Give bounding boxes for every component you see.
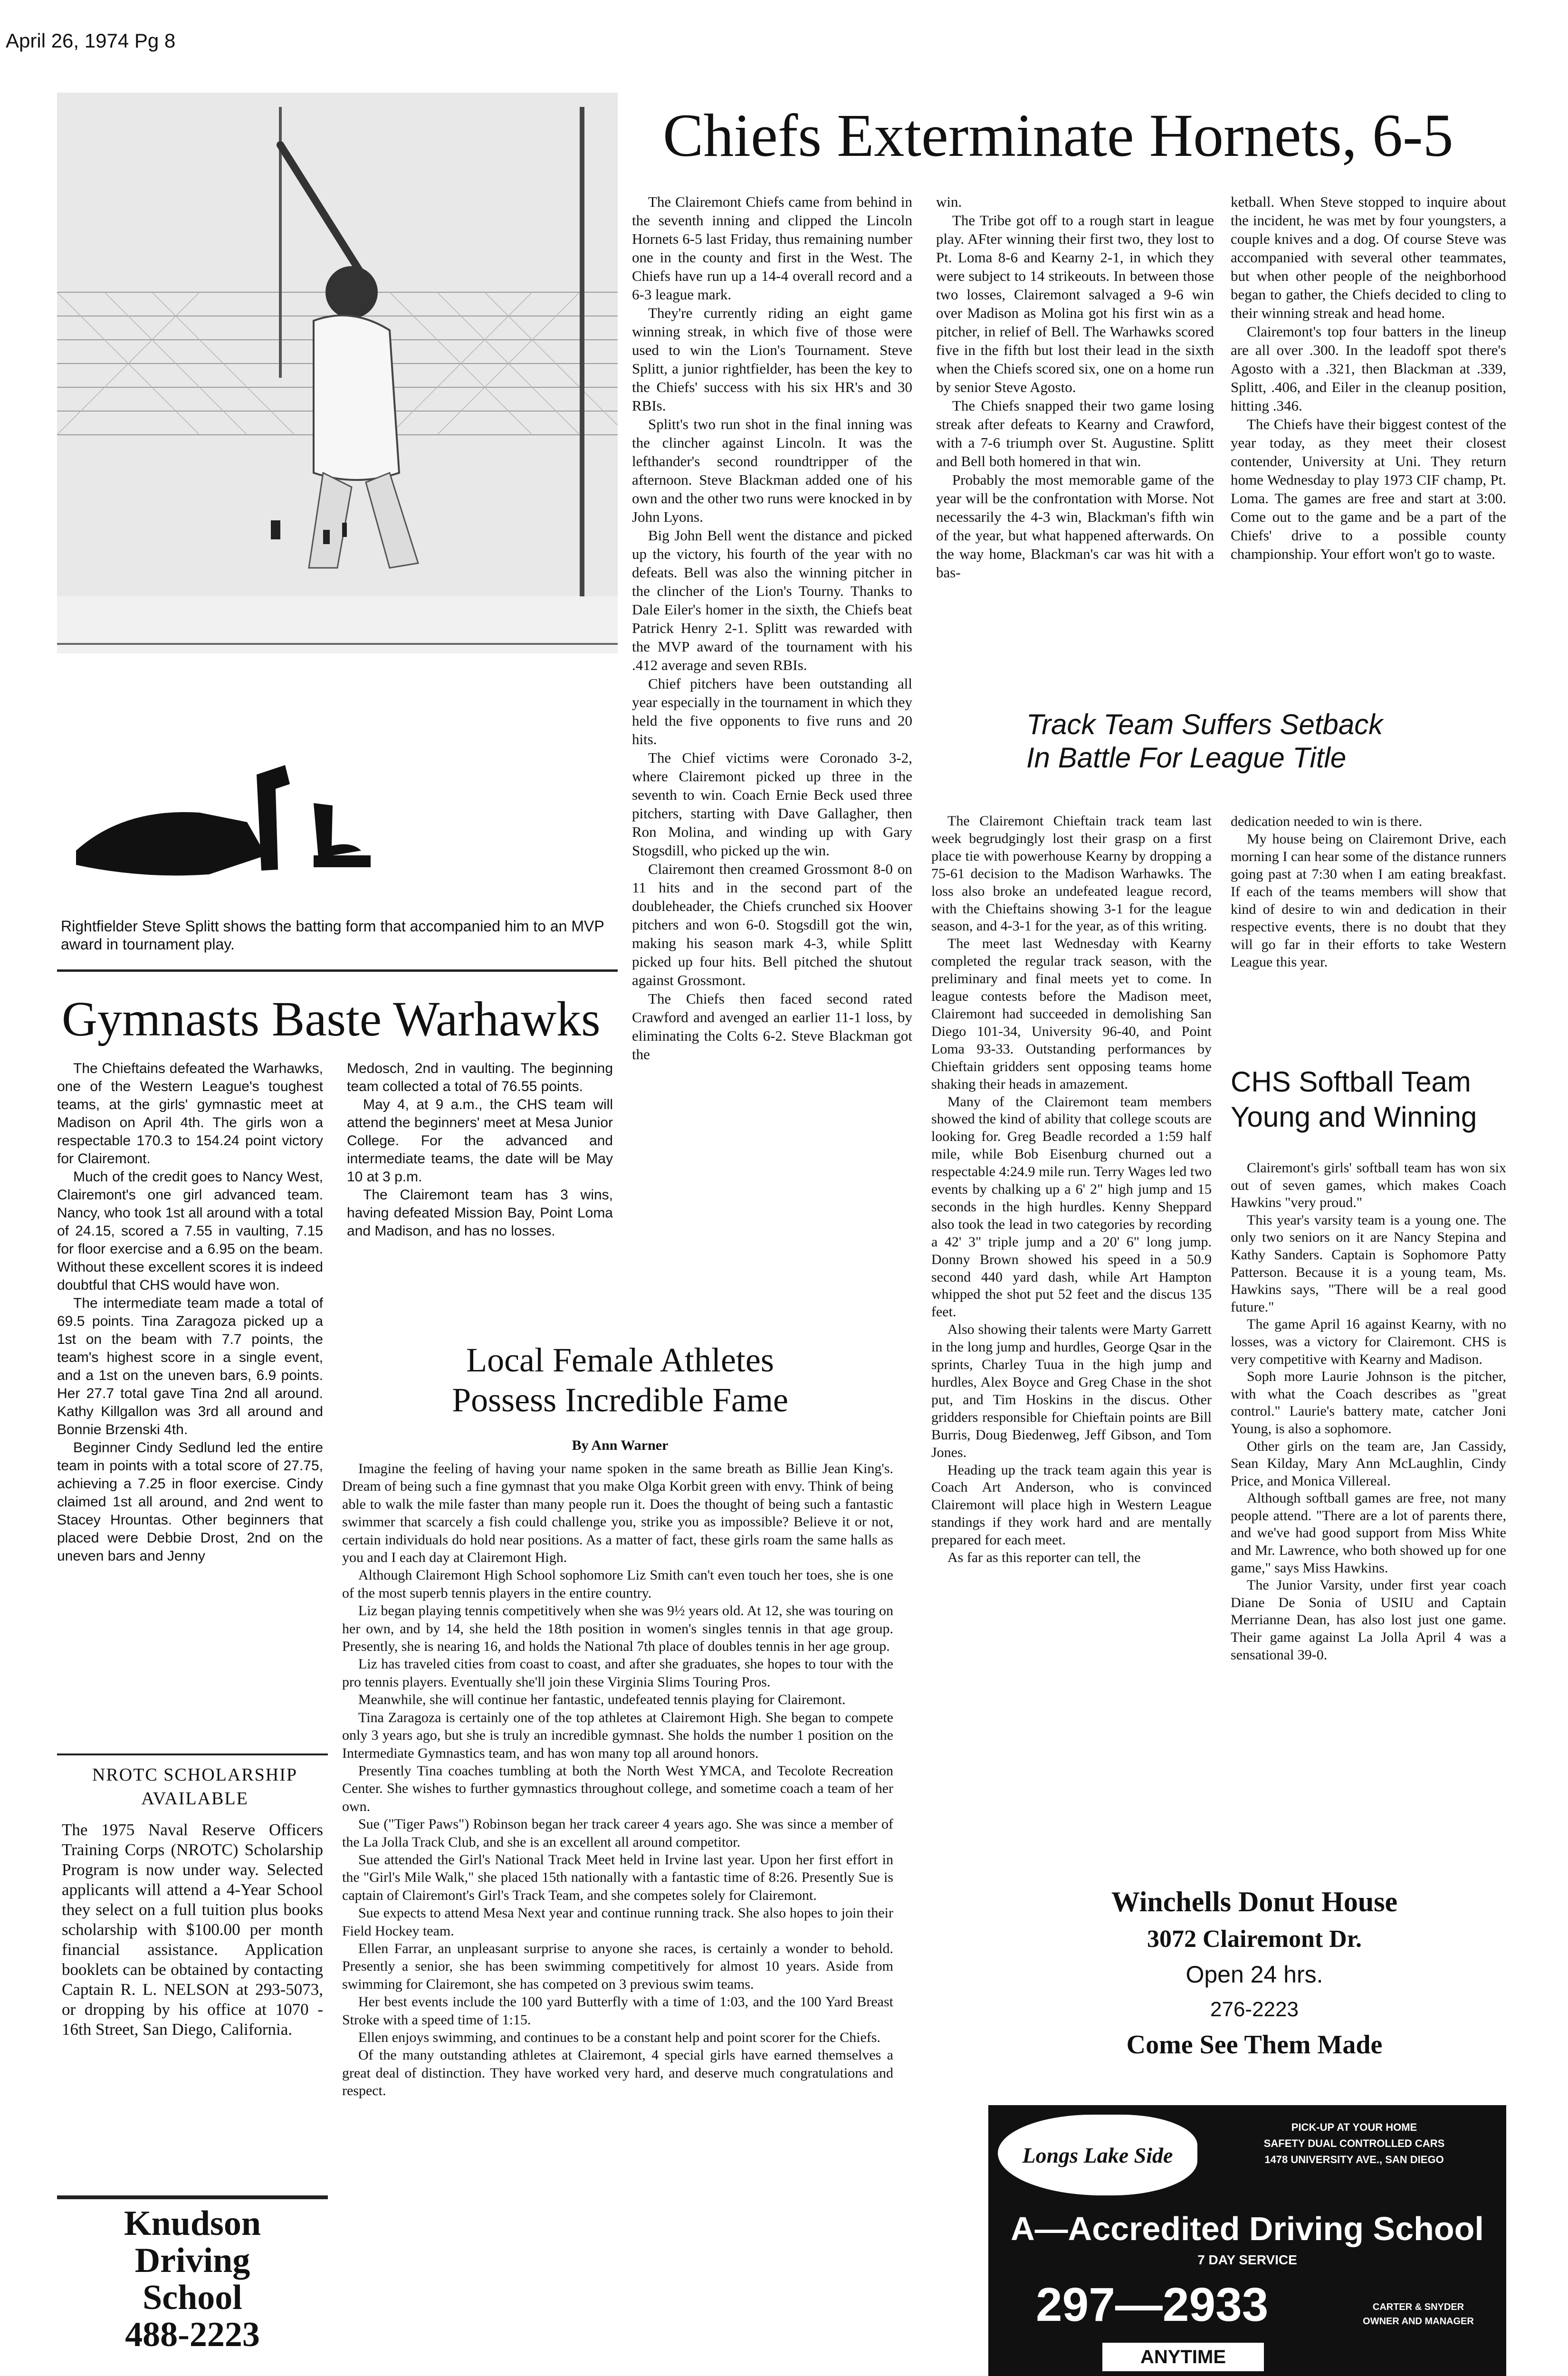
athletes-byline: By Ann Warner (572, 1437, 669, 1453)
chiefs-paragraph: Clairemont then creamed Grossmont 8-0 on 11 hits and in the second part of the doubleheader, the Chiefs crunched six Hoover pitchers and won 6-0. Stogsdill got the win, making his season mark 4-3, while Splitt picked up four hits. Bell pitched the shutout against Grossmont. (632, 861, 912, 988)
track-paragraph: The meet last Wednesday with Kearny completed the regular track season, with the preliminary and final meets yet to come. In league contests before the Madison meet, Clairemont had succeeded in demolishing San Diego 101-34, University 96-40, and Point Loma 93-33. Outstanding performances by Chieftain gridders sent opposing teams home shaking their heads in amazement. (931, 936, 1212, 1092)
batter-photo (57, 93, 618, 653)
nrotc-body: The 1975 Naval Reserve Officers Training Corps (NROTC) Scholarship Program is now under way. Selected applicants will attend a 4-Year School they select on a full tuition plus books scholarship with $100.00 per month financial assistance. Application booklets can be obtained by contacting Captain R. L. NELSON at 293-5073, or dropping by his office at 1070 - 16th Street, San Diego, California. (62, 1820, 323, 2039)
winchells-hours: Open 24 hrs. (1186, 1961, 1323, 1988)
chiefs-paragraph: Probably the most memorable game of the year will be the confrontation with Morse. Not necessarily the 4-3 win, Blackman's fifth win of the year, but what happened afterwards. On the way home, Blackman's car was hit with a bas- (936, 471, 1214, 581)
winchells-slogan: Come See Them Made (1126, 2030, 1383, 2060)
gymnasts-column-2 (347, 1060, 613, 1240)
winchells-address: 3072 Clairemont Dr. (1147, 1926, 1362, 1953)
winchells-ad[interactable] (1012, 1877, 1497, 2077)
athletes-paragraph: Ellen enjoys swimming, and continues to be a constant help and point scorer for the Chiefs. (358, 2030, 880, 2045)
softball-paragraph: Although softball games are free, not many people attend. "There are a lot of parents there, and we've had good support from Miss White and Mr. Lawrence, who both showed up for one game," says Miss Hawkins. (1231, 1490, 1506, 1576)
photo-caption: Rightfielder Steve Splitt shows the batting form that accompanied him to an MVP award in tournament play. (61, 918, 604, 953)
softball-paragraph: Soph more Laurie Johnson is the pitcher, with what the Coach describes as "great control." Laurie's battery mate, catcher Joni Young, is also a sophomore. (1231, 1369, 1506, 1437)
driving-service: SAFETY DUAL CONTROLLED CARS (1263, 2137, 1445, 2149)
chiefs-paragraph: Clairemont's top four batters in the lineup are all over .300. In the leadoff spot there's Agosto with a .321, then Blackman at .339, Splitt, .406, and Eiler in the cleanup position, hitting .346. (1231, 323, 1506, 414)
track-column-1 (931, 813, 1212, 1567)
softball-paragraph: The Junior Varsity, under first year coach Diane De Sonia of USIU and Captain Merrianne Dean, has also lost just one game. Their game against La Jolla April 4 was a sensational 39-0. (1231, 1577, 1506, 1663)
driving-service: 1478 UNIVERSITY AVE., SAN DIEGO (1264, 2154, 1444, 2165)
knudson-name: Driving (134, 2241, 250, 2280)
gymnasts-paragraph: Medosch, 2nd in vaulting. The beginning team collected a total of 76.55 points. (347, 1061, 613, 1094)
driving-logo-text: Longs Lake Side (1022, 2143, 1173, 2167)
chiefs-paragraph: ketball. When Steve stopped to inquire about the incident, he was met by four youngsters, a couple knives and a dog. Of course Steve was accompanied with several other teammates, but when other people of the neighborhood began to gather, the Chiefs decided to cling to their winning streak and head home. (1231, 193, 1506, 321)
chiefs-column-2 (936, 192, 1214, 582)
knudson-name: Knudson (124, 2204, 261, 2243)
driving-services (1212, 2119, 1497, 2168)
track-headline-line: In Battle For League Title (1026, 742, 1347, 774)
gymnasts-paragraph: The intermediate team made a total of 69.5 points. Tina Zaragoza picked up a 1st on the beam with 7.7 points, the team's highest score in a single event, and a 1st on the uneven bars, 6.9 points. Her 27.7 total gave Tina 2nd all around. Kathy Killgallon was 3rd all around and Bonnie Brzenski 4th. (57, 1295, 323, 1437)
softball-paragraph: The game April 16 against Kearny, with no losses, was a victory for Clairemont. CHS is very competitive with Kearny and Madison. (1231, 1316, 1506, 1367)
athletes-paragraph: Sue expects to attend Mesa Next year and continue running track. She also hopes to join their Field Hockey team. (342, 1905, 893, 1939)
knudson-phone: 488-2223 (125, 2315, 260, 2354)
track-paragraph: Heading up the track team again this year is Coach Art Anderson, who is convinced Clairemont will place high in Western League standings if they work hard and are mentally prepared for each meet. (931, 1462, 1212, 1548)
chiefs-paragraph: The Chiefs then faced second rated Crawford and avenged an earlier 11-1 loss, by eliminating the Colts 6-2. Steve Blackman got the (632, 990, 912, 1063)
athletes-paragraph: Sue attended the Girl's National Track Meet held in Irvine last year. Upon her first effort in the "Girl's Mile Walk," she placed 15th nationally with a fantastic time of 8:26. Presently Sue is captain of Clairemont's Girl's Track Team, and she competes solely for Clairemont. (342, 1851, 893, 1903)
softball-headline-line: Young and Winning (1231, 1101, 1477, 1133)
track-paragraph: My house being on Clairemont Drive, each morning I can hear some of the distance runners going past at 7:30 when I am eating breakfast. If each of the teams members will show that kind of desire to win and dedication in their respective events, there is no doubt that they will go far in their efforts to take Western League this year. (1231, 831, 1506, 970)
gymnasts-paragraph: Beginner Cindy Sedlund led the entire team in points with a total score of 27.75, achieving a 7.25 in floor exercise. Cindy claimed 1st all around, and 2nd went to Stacey Hrountas. Other beginners that placed were Debbie Drost, 2nd on the uneven bars and Jenny (57, 1440, 323, 1564)
athletes-paragraph: Sue ("Tiger Paws") Robinson began her track career 4 years ago. She was since a member of the La Jolla Track Club, and she is an excellent all around competitor. (342, 1816, 893, 1850)
nrotc-headline: NROTC SCHOLARSHIP AVAILABLE (92, 1765, 298, 1809)
chiefs-column-1 (632, 192, 912, 1063)
athletes-body (342, 1460, 893, 2100)
softball-paragraph: Clairemont's girls' softball team has won six out of seven games, which makes Coach Hawkins "very proud." (1231, 1160, 1506, 1211)
knudson-name: School (143, 2278, 242, 2317)
track-headline (1026, 708, 1383, 775)
gymnasts-paragraph: The Clairemont team has 3 wins, having defeated Mission Bay, Point Loma and Madison, and has no losses. (347, 1187, 613, 1239)
chiefs-paragraph: The Chief victims were Coronado 3-2, where Clairemont picked up three in the seventh to win. Coach Ernie Beck used three pitchers, starting with Dave Gallagher, then Ron Molina, and winding up with Gary Stogsdill, who picked up the win. (632, 749, 912, 859)
track-headline-line: Track Team Suffers Setback (1026, 709, 1383, 740)
softball-paragraph: Other girls on the team are, Jan Cassidy, Sean Kilday, Mary Ann McLaughlin, Cindy Price, and Monica Villereal. (1231, 1438, 1506, 1489)
athletes-paragraph: Of the many outstanding athletes at Clairemont, 4 special girls have earned themselves a great deal of distinction. They have worked very hard, and deserve much congratulations and respect. (342, 2047, 893, 2099)
gymnasts-paragraph: May 4, at 9 a.m., the CHS team will attend the beginners' meet at Mesa Junior College. For the advanced and intermediate teams, the date will be May 10 at 3 p.m. (347, 1097, 613, 1185)
athletes-paragraph: Imagine the feeling of having your name spoken in the same breath as Billie Jean King's. Dream of being such a fine gymnast that you make Olga Korbit green with envy. Think of being able to walk the mile faster than many people run it. Does the thought of being such a fantastic swimmer that scarcely a fish could challenge you, strike you as impossible? Believe it or not, certain individuals do hold near positions. As a matter of fact, these girls roam the same halls as you and I each day at Clairemont High. (342, 1461, 893, 1566)
chiefs-paragraph: The Tribe got off to a rough start in league play. AFter winning their first two, they lost to Pt. Loma 8-6 and Kearny 2-1, in which they were subject to 14 strikeouts. In between those two losses, Clairemont salvaged a 9-6 win over Madison as Molina got his first win as a pitcher, in relief of Bell. The Warhawks scored five in the fifth but lost their lead in the sixth when the Chiefs scored six, one on a home run by senior Steve Agosto. (936, 212, 1214, 395)
chiefs-paragraph: Big John Bell went the distance and picked up the victory, his fourth of the year with no defeats. Bell was also the winning pitcher in the clincher of the Lion's Tourny. Thanks to Dale Eiler's homer in the sixth, the Chiefs beat Patrick Henry 2-1. Splitt was rewarded with the MVP award of the tournament with his .412 average and seven RBIs. (632, 527, 912, 673)
winchells-name: Winchells Donut House (1111, 1886, 1398, 1917)
chiefs-paragraph: win. (936, 193, 962, 210)
driving-owners (1340, 2300, 1497, 2328)
gymnasts-column-1 (57, 1060, 323, 1565)
driving-phone: 297—2933 (1036, 2278, 1269, 2331)
softball-headline (1231, 1064, 1477, 1135)
chiefs-paragraph: The Chiefs snapped their two game losing streak after defeats to Kearny and Crawford, with a 7-6 triumph over St. Augustine. Splitt and Bell both homered in that win. (936, 397, 1214, 469)
athletes-paragraph: Ellen Farrar, an unpleasant surprise to anyone she races, is certainly a wonder to behold. Presently a senior, she has been swimming competitively for almost 10 years. Aside from swimming for Clairemont, she has competed on 3 previous swim teams. (342, 1940, 893, 1992)
driving-logo (998, 2115, 1197, 2195)
chiefs-paragraph: Chief pitchers have been outstanding all year especially in the tournament in which they held the five opponents to five runs and 20 hits. (632, 675, 912, 747)
track-paragraph: Many of the Clairemont team members showed the kind of ability that college scouts are looking for. Greg Beadle recorded a 1:59 half mile, while Bob Eisenburg churned out a respectable 4:24.9 mile run. Terry Wages led two events by chalking up a 6' 2" high jump and 15 seconds in the high hurdles. Kenny Sheppard also took the lead in two categories by recording a 42' 3" triple jump and a 20' 6" long jump. Donny Brown showed his speed in a 50.9 second 440 yard dash, while Art Hampton whipped the shot put 52 feet and the discus 135 feet. (931, 1093, 1212, 1320)
softball-headline-line: CHS Softball Team (1231, 1066, 1471, 1098)
chiefs-column-3 (1231, 192, 1506, 563)
driving-anytime: ANYTIME (1102, 2343, 1264, 2371)
driving-school-ad[interactable] (988, 2105, 1506, 2376)
ad-rule (57, 2195, 328, 2199)
gymnasts-paragraph: The Chieftains defeated the Warhawks, one of the Western League's toughest teams, at the girls' gymnastic meet at Madison on April 4th. The girls won a respectable 170.3 to 154.24 point victory for Clairemont. (57, 1061, 323, 1167)
shadow-silhouette (67, 760, 409, 884)
athletes-paragraph: Tina Zaragoza is certainly one of the top athletes at Clairemont High. She began to compete only 3 years ago, but she is truly an incredible gymnast. She holds the number 1 position on the Intermediate Gymnastics team, and has won many top all around honors. (342, 1709, 893, 1761)
driving-owner-line: CARTER & SNYDER (1372, 2302, 1464, 2312)
softball-paragraph: This year's varsity team is a young one. The only two seniors on it are Nancy Stepina and Kathy Sanders. Captain is Sophomore Patty Patterson. Because it is a young team, Ms. Hawkins says, "There will be a real good future." (1231, 1212, 1506, 1315)
track-paragraph: The Clairemont Chieftain track team last week begrudgingly lost their grasp on a first place tie with powerhouse Kearny by dropping a 75-61 decision to the Madison Warhawks. The loss also broke an undefeated league record, with the Chieftains showing 3-1 for the league season, and 4-3-1 for the year, as of this writing. (931, 813, 1212, 934)
track-paragraph: Also showing their talents were Marty Garrett in the long jump and hurdles, George Qsar in the sprints, Charley Tuua in the high jump and hurdles, Alex Boyce and Greg Chase in the shot put, and Tim Hoskins in the discus. Other gridders responsible for Chieftain points are Bill Burris, Doug Biedenweg, Jeff Gibson, and Tom Jones. (931, 1322, 1212, 1460)
athletes-headline-line: Possess Incredible Fame (452, 1381, 788, 1419)
driving-days: 7 DAY SERVICE (1197, 2252, 1297, 2267)
softball-body (1231, 1159, 1506, 1664)
athletes-paragraph: Her best events include the 100 yard Butterfly with a time of 1:03, and the 100 Yard Breast Stroke with a speed time of 1:15. (342, 1994, 893, 2028)
chiefs-paragraph: They're currently riding an eight game winning streak, in which five of those were used to win the Lion's Tournament. Steve Splitt, a junior rightfielder, has been the key to the Chiefs' success with his six HR's and 30 RBIs. (632, 305, 912, 414)
track-column-2 (1231, 813, 1506, 971)
athletes-headline-line: Local Female Athletes (466, 1341, 774, 1379)
driving-name: A—Accredited Driving School (1011, 2210, 1484, 2247)
batter-illustration (57, 93, 618, 653)
athletes-paragraph: Meanwhile, she will continue her fantastic, undefeated tennis playing for Clairemont. (358, 1692, 846, 1708)
athletes-paragraph: Although Clairemont High School sophomore Liz Smith can't even touch her toes, she is one of the most superb tennis players in the entire country. (342, 1567, 893, 1601)
driving-service: PICK-UP AT YOUR HOME (1291, 2121, 1417, 2133)
section-divider (57, 969, 618, 972)
driving-owner-line: OWNER AND MANAGER (1363, 2316, 1474, 2327)
masthead: April 26, 1974 Pg 8 (6, 29, 176, 52)
chiefs-paragraph: Splitt's two run shot in the final inning was the clincher against Lincoln. It was the lefthander's second roundtripper of the afternoon. Steve Blackman added one of his own and the other two runs were knocked in by John Lyons. (632, 416, 912, 525)
winchells-phone: 276-2223 (1210, 1998, 1299, 2021)
track-paragraph: As far as this reporter can tell, the (947, 1550, 1141, 1566)
athletes-paragraph: Liz has traveled cities from coast to coast, and after she graduates, she hopes to tour with the pro tennis players. Eventually she'll join these Virginia Slims Touring Pros. (342, 1656, 893, 1690)
gymnasts-headline: Gymnasts Baste Warhawks (62, 992, 601, 1046)
athletes-headline (347, 1340, 893, 1420)
knudson-ad[interactable] (57, 2205, 328, 2353)
gymnasts-paragraph: Much of the credit goes to Nancy West, Clairemont's one girl advanced team. Nancy, who took 1st all around with a total of 24.15, scored a 7.55 in vaulting, 7.15 for floor exercise and a 6.95 on the beam. Without these excellent scores it is indeed doubtful that CHS would have won. (57, 1169, 323, 1293)
athletes-paragraph: Presently Tina coaches tumbling at both the North West YMCA, and Tecolote Recreation Center. She wishes to further gymnastics throughout college, and sometime coach a team of her own. (342, 1763, 893, 1814)
track-paragraph: dedication needed to win is there. (1231, 814, 1423, 829)
section-divider (57, 1753, 328, 1755)
chiefs-paragraph: The Chiefs have their biggest contest of the year today, as they meet their closest contender, University at Uni. They return home Wednesday to play 1973 CIF champ, Pt. Loma. The games are free and start at 3:00. Come out to the game and be a part of the Chiefs' drive to a possible county championship. Your effort won't go to waste. (1231, 416, 1506, 562)
chiefs-paragraph: The Clairemont Chiefs came from behind in the seventh inning and clipped the Lincoln Hornets 6-5 last Friday, thus remaining number one in the county and first in the West. The Chiefs have run up a 14-4 overall record and a 6-3 league mark. (632, 193, 912, 303)
chiefs-headline: Chiefs Exterminate Hornets, 6-5 (663, 102, 1453, 169)
athletes-paragraph: Liz began playing tennis competitively when she was 9½ years old. At 12, she was touring on her own, and by 14, she held the 18th position in women's singles tennis in that age group. Presently, she is nearing 16, and holds the National 7th place of doubles tennis in her age group. (342, 1603, 893, 1655)
